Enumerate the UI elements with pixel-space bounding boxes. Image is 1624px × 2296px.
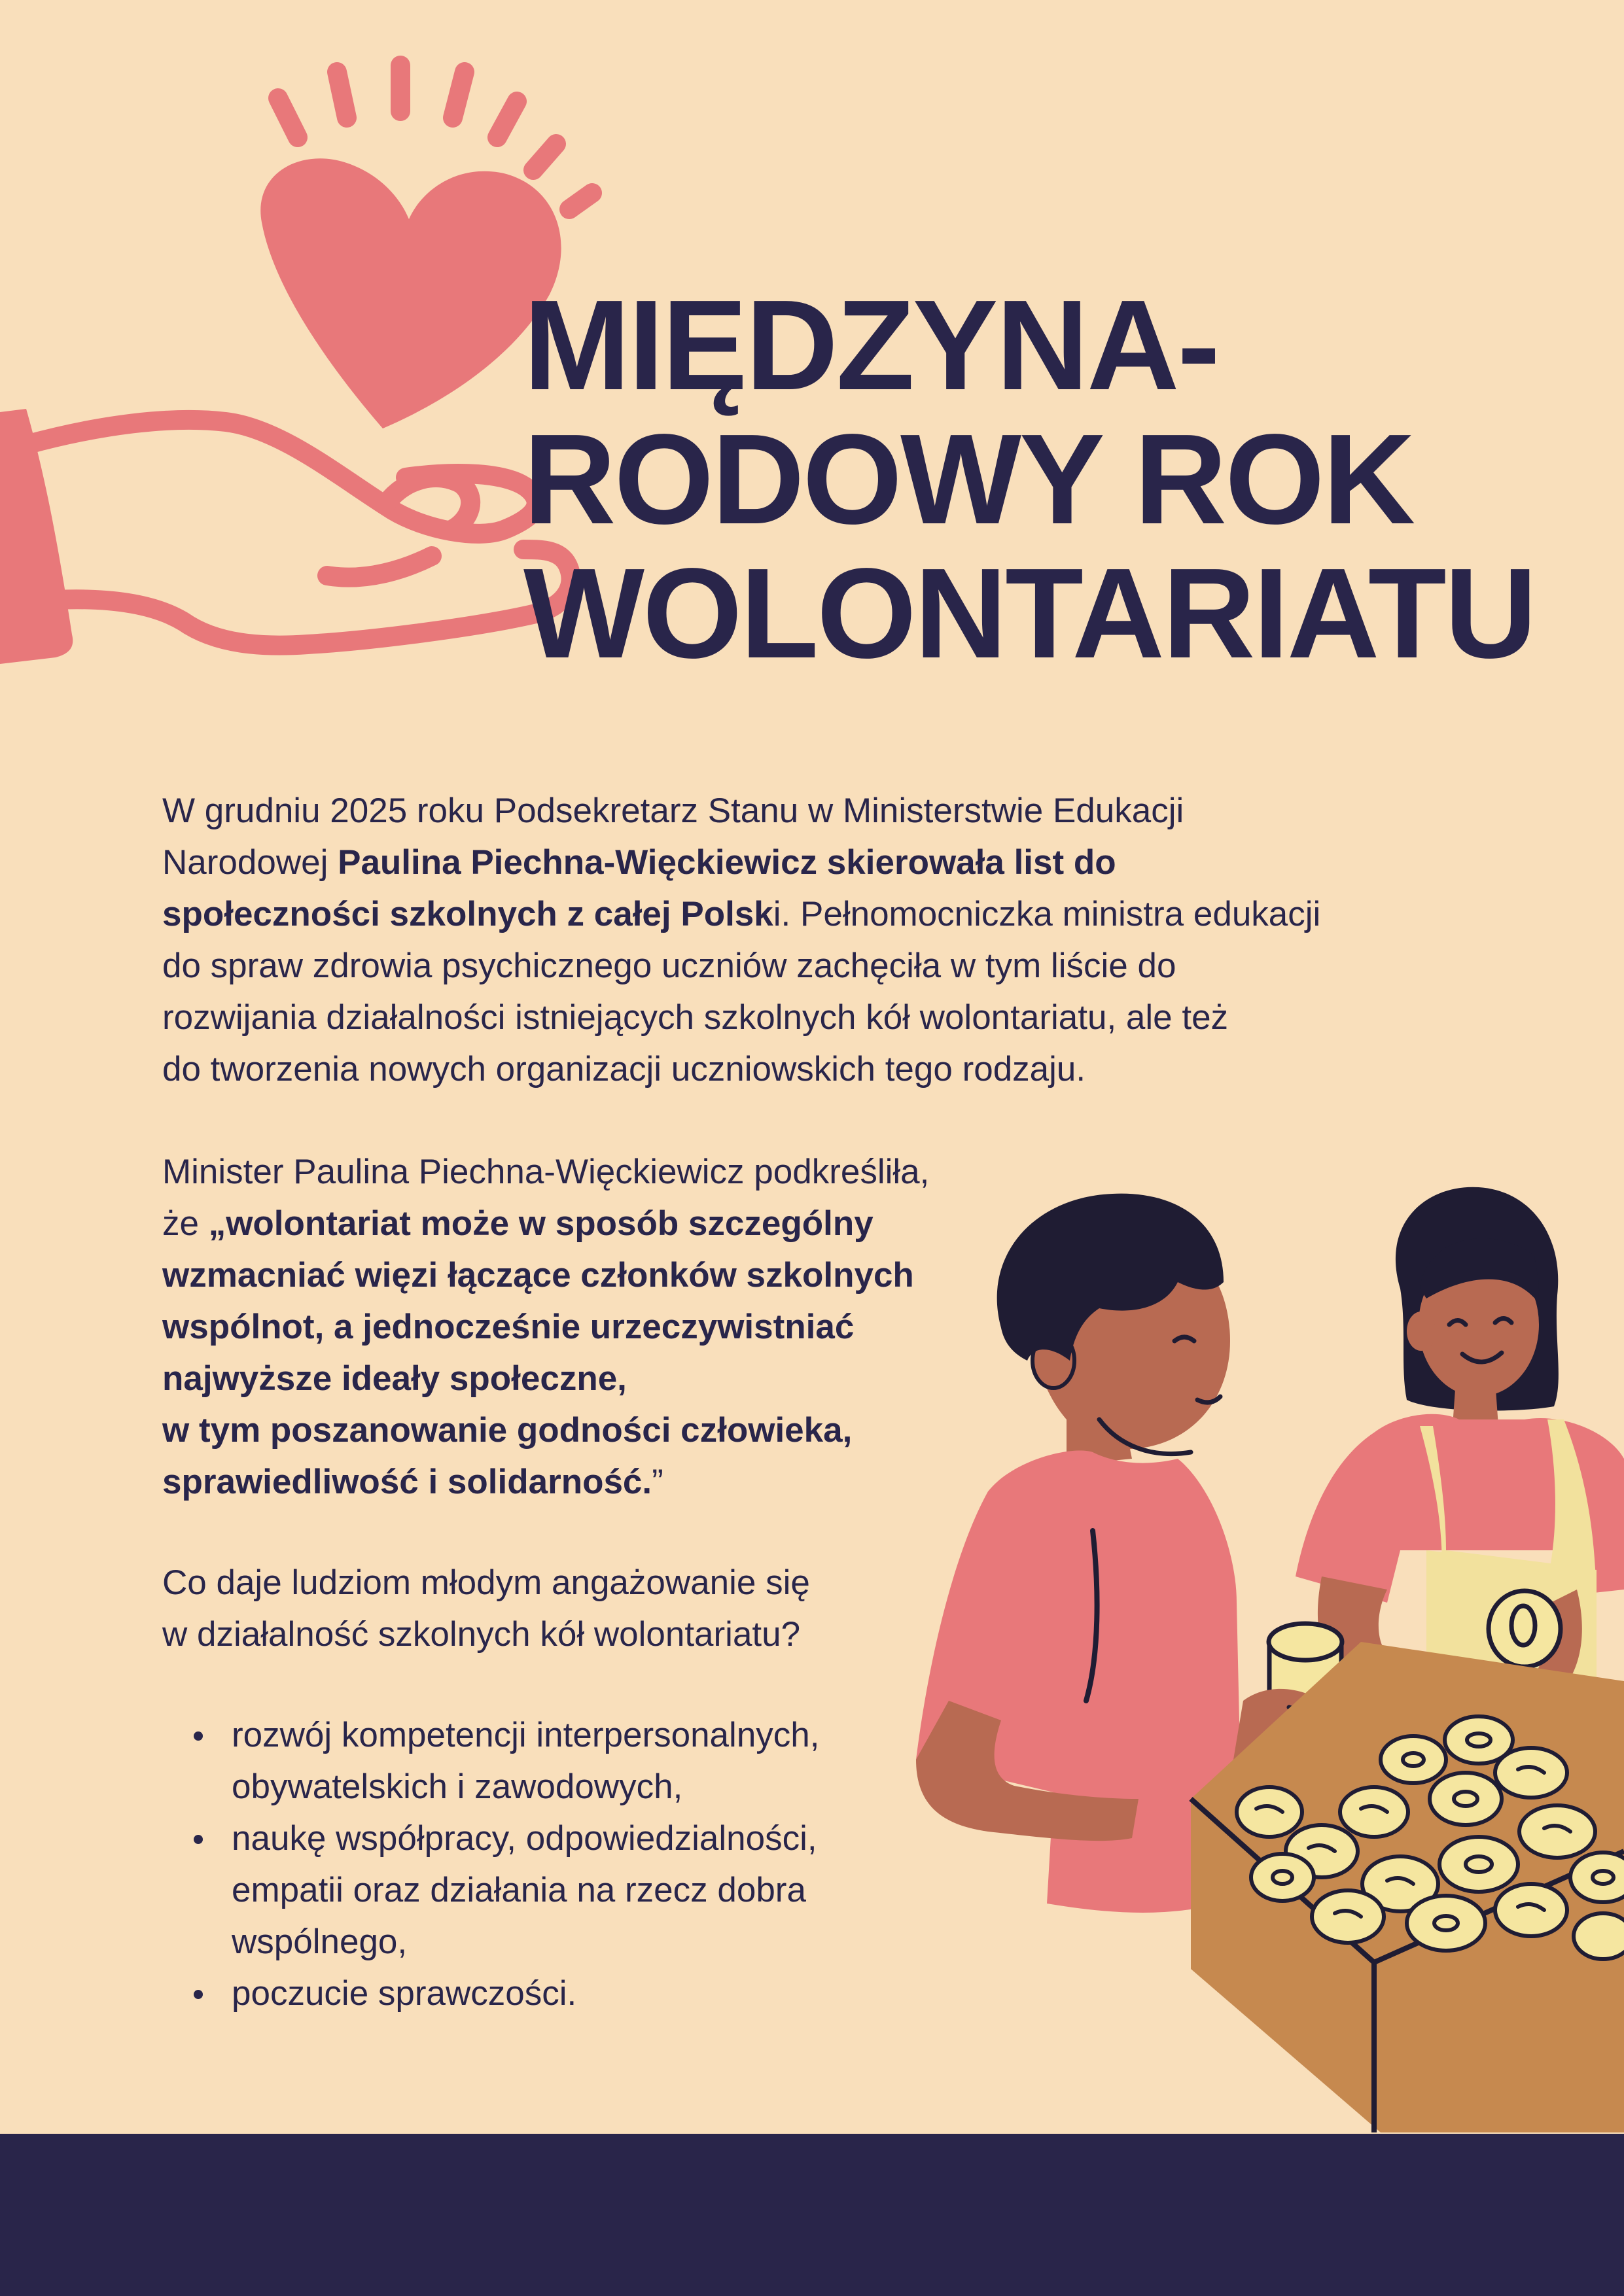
list-item — [162, 1968, 974, 2019]
intro-line — [162, 888, 1497, 940]
quote-bold-text: sprawiedliwość i solidarność. — [162, 1463, 652, 1501]
intro-line: do tworzenia nowych organizacji uczniowskich tego rodzaju. — [162, 1050, 1086, 1088]
quote-line: wspólnot, a jednocześnie urzeczywistniać — [162, 1308, 855, 1346]
intro-text: i. Pełnomocniczka ministra edukacji — [773, 895, 1321, 933]
intro-text: Narodowej — [162, 843, 338, 882]
intro-line: do spraw zdrowia psychicznego uczniów zachęciła w tym liście do — [162, 947, 1176, 985]
quote-line: najwyższe ideały społeczne, — [162, 1359, 627, 1398]
title-line-3: WOLONTARIATU — [523, 542, 1536, 685]
list-item-line: rozwój kompetencji interpersonalnych, — [232, 1716, 820, 1754]
title-line-1: MIĘDZYNA- — [523, 273, 1218, 417]
list-item — [162, 1813, 974, 1968]
quote-line: Minister Paulina Piechna-Więckiewicz podkreśliła, — [162, 1153, 930, 1191]
intro-bold-text: społeczności szkolnych z całej Polsk — [162, 895, 773, 933]
title-line-2: RODOWY ROK — [523, 408, 1414, 551]
question-paragraph — [162, 1557, 1013, 1660]
intro-bold-text: Paulina Piechna-Więckiewicz skierowała list do — [338, 843, 1116, 882]
list-item-line: poczucie sprawczości. — [232, 1974, 577, 2013]
list-item-line: obywatelskich i zawodowych, — [232, 1767, 683, 1806]
quote-bold-text: „wolontariat może w sposób szczególny — [208, 1204, 874, 1243]
benefits-list — [162, 1709, 974, 2019]
quote-line: wzmacniać więzi łączące członków szkolnych — [162, 1256, 914, 1295]
quote-line: w tym poszanowanie godności człowieka, — [162, 1411, 853, 1450]
hand-holding-heart-icon — [0, 52, 602, 706]
list-item-line: wspólnego, — [232, 1922, 408, 1961]
intro-paragraph — [162, 785, 1497, 1095]
list-item — [162, 1709, 974, 1813]
list-item-line: empatii oraz działania na rzecz dobra — [232, 1871, 806, 1909]
question-line: w działalność szkolnych kół wolontariatu? — [162, 1615, 801, 1654]
volunteers-illustration — [903, 1184, 1624, 2132]
quote-text: ” — [652, 1463, 663, 1501]
list-item-line: naukę współpracy, odpowiedzialności, — [232, 1819, 817, 1858]
page-title — [523, 273, 1597, 685]
footer-bar — [0, 2134, 1624, 2296]
intro-line: rozwijania działalności istniejących szkolnych kół wolontariatu, ale też — [162, 998, 1229, 1037]
intro-line: W grudniu 2025 roku Podsekretarz Stanu w Ministerstwie Edukacji — [162, 791, 1184, 830]
quote-text: że — [162, 1204, 209, 1243]
intro-line — [162, 837, 1497, 888]
question-line: Co daje ludziom młodym angażowanie się — [162, 1563, 810, 1602]
